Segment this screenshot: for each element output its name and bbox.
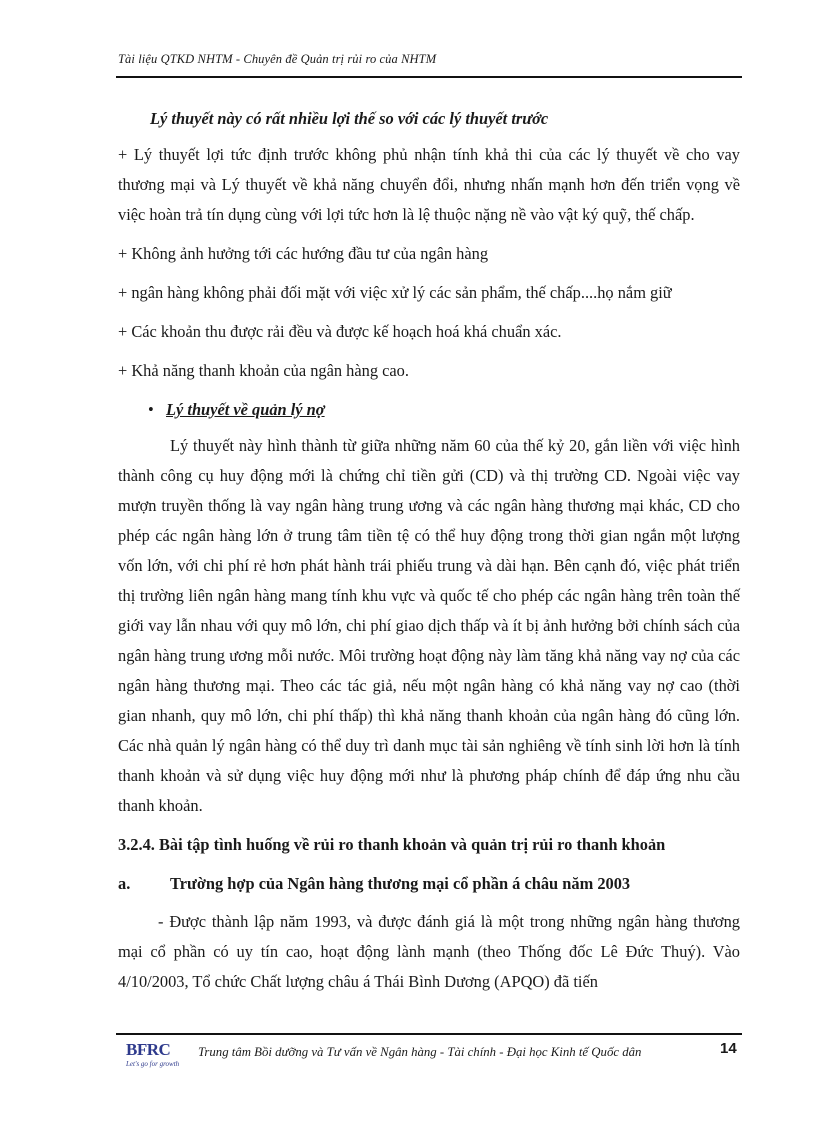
subheading-letter: a.: [118, 874, 131, 893]
page-header: Tài liệu QTKD NHTM - Chuyên đề Quản trị rủi ro của NHTM: [118, 52, 437, 66]
point-item: + Khả năng thanh khoản của ngân hàng cao.: [118, 361, 409, 380]
bfrc-logo: [126, 1040, 188, 1076]
bullet-icon: •: [148, 400, 154, 419]
page-content: [118, 104, 740, 997]
logo-text: BFRC: [126, 1040, 171, 1059]
footer-divider: [116, 1033, 742, 1035]
point-item: + ngân hàng không phải đối mặt với việc xử lý các sản phẩm, thế chấp....họ nắm giữ: [118, 283, 672, 302]
subheading: [118, 869, 740, 899]
body-paragraph: Lý thuyết này hình thành từ giữa những năm 60 của thế kỷ 20, gắn liền với việc hình thành công cụ huy động mới là chứng chỉ tiền gửi (CD) và thị trường CD. Ngoài việc vay mượn truyền thống là vay ngân hàng trung ương và các ngân hàng thương mại khác, CD cho phép các ngân hàng lớn ở trung tâm tiền tệ có thể huy động trong thời gian ngắn một lượng vốn lớn, với chi phí rẻ hơn phát hành trái phiếu trung và dài hạn. Bên cạnh đó, việc phát triển thị trường liên ngân hàng mang tính khu vực và quốc tế cho phép các ngân hàng trên toàn thế giới vay lẫn nhau với quy mô lớn, chi phí giao dịch thấp và ít bị ảnh hưởng bởi chính sách của ngân hàng trung ương mỗi nước. Môi trường hoạt động này làm tăng khả năng vay nợ của các ngân hàng thương mại. Theo các tác giả, nếu một ngân hàng có khả năng vay nợ cao (thời gian nhanh, quy mô lớn, chi phí thấp) thì khả năng thanh khoản của ngân hàng đó cũng lớn. Các nhà quản lý ngân hàng có thể duy trì danh mục tài sản nghiêng về tính sinh lời hơn là tính thanh khoản và sử dụng việc huy động mới như là phương pháp chính để đáp ứng nhu cầu thanh khoản.: [118, 436, 740, 815]
point-item: + Không ảnh hưởng tới các hướng đầu tư của ngân hàng: [118, 244, 489, 263]
header-divider: [116, 76, 742, 78]
bullet-title: Lý thuyết về quản lý nợ: [166, 400, 325, 419]
point-item: + Lý thuyết lợi tức định trước không phủ nhận tính khả thi của các lý thuyết về cho vay thương mại và Lý thuyết về khả năng chuyển đổi, nhưng nhấn mạnh hơn đến triển vọng về việc hoàn trả tín dụng cùng với lợi tức hơn là lệ thuộc nặng nề vào vật ký quỹ, thế chấp.: [118, 145, 740, 224]
section-heading: 3.2.4. Bài tập tình huống về rủi ro thanh khoản và quản trị rủi ro thanh khoản: [118, 835, 666, 854]
page-number: 14: [720, 1040, 737, 1057]
intro-heading: Lý thuyết này có rất nhiều lợi thế so với các lý thuyết trước: [150, 109, 549, 128]
subheading-text: Trường hợp của Ngân hàng thương mại cổ phần á châu năm 2003: [170, 874, 631, 893]
case-paragraph: - Được thành lập năm 1993, và được đánh giá là một trong những ngân hàng thương mại cổ phần có uy tín cao, hoạt động lành mạnh (theo Thống đốc Lê Đức Thuý). Vào 4/10/2003, Tổ chức Chất lượng châu á Thái Bình Dương (APQO) đã tiến: [118, 912, 740, 991]
bullet-heading: [118, 395, 740, 425]
logo-tagline: Let's go for growth: [126, 1060, 180, 1068]
point-item: + Các khoản thu được rải đều và được kế hoạch hoá khá chuẩn xác.: [118, 322, 562, 341]
footer-text: Trung tâm Bồi dưỡng và Tư vấn về Ngân hàng - Tài chính - Đại học Kinh tế Quốc dân: [198, 1045, 642, 1059]
